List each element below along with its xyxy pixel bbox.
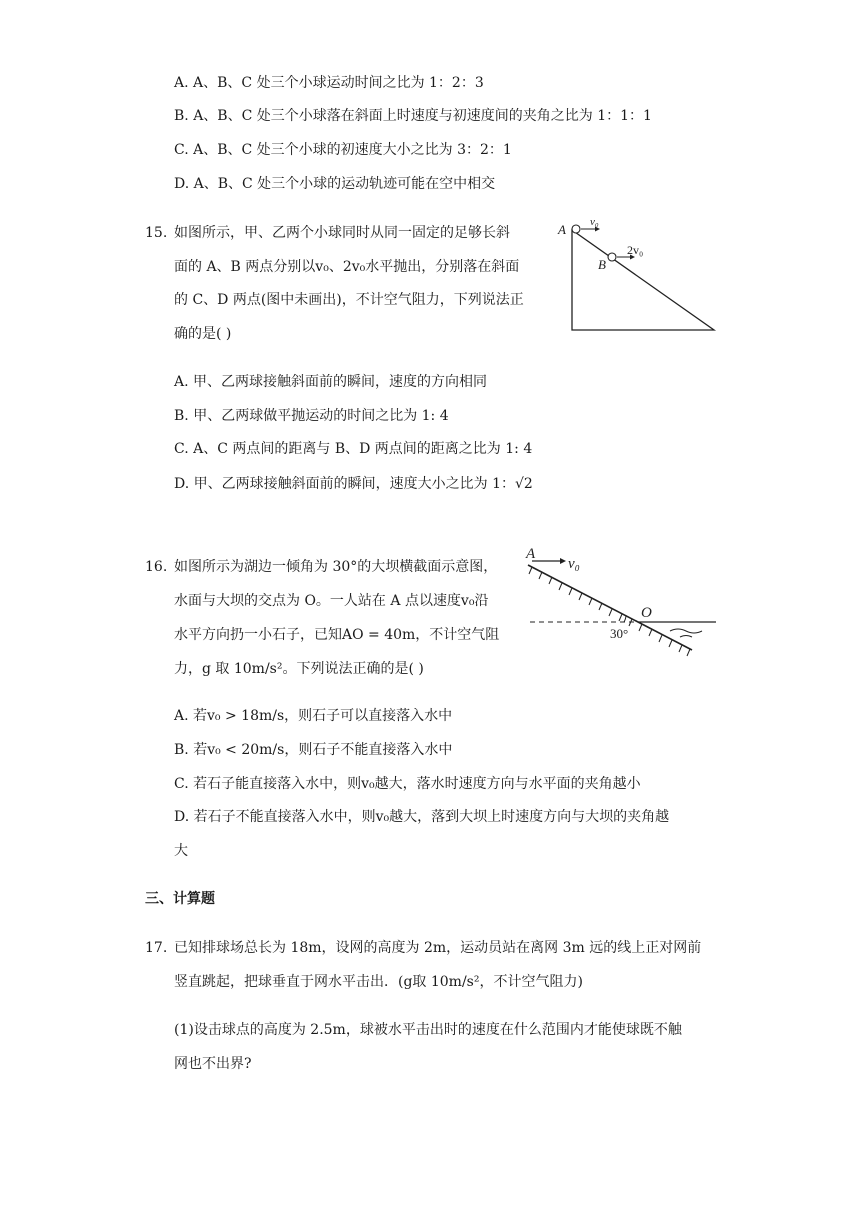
q17-stem-line-1: 已知排球场总长为 18m，设网的高度为 2m，运动员站在离网 3m 远的线上正对网前 (174, 940, 702, 956)
q15-stem-line-3: 的 C、D 两点(图中未画出)，不计空气阻力，下列说法正 (174, 292, 524, 308)
q15-stem-line-1: 如图所示，甲、乙两个小球同时从同一固定的足够长斜 (174, 225, 510, 241)
q15-label-b: B (598, 257, 606, 272)
section-title: 三、计算题 (145, 891, 215, 907)
q16-label-v0: v₀ (568, 556, 580, 572)
q16-stem-line-3: 水平方向扔一小石子，已知AO = 40m，不计空气阻 (174, 627, 500, 643)
q15-stem-line-4: 确的是( ) (174, 326, 232, 342)
q15-label-v0: v₀ (590, 216, 599, 228)
q15-option-d: D. 甲、乙两球接触斜面前的瞬间，速度大小之比为 1：√2 (174, 476, 533, 492)
q15-ball-b (608, 253, 616, 261)
q15-option-c: C. A、C 两点间的距离与 B、D 两点间的距离之比为 1: 4 (174, 441, 533, 457)
q16-option-b: B. 若v₀ < 20m/s，则石子不能直接落入水中 (174, 742, 453, 758)
q16-stem-line-2: 水面与大坝的交点为 O。一人站在 A 点以速度v₀沿 (174, 593, 489, 609)
q16-water-wave (670, 629, 702, 633)
q16-label-angle: 30° (610, 626, 629, 641)
q16-stem-line-1: 如图所示为湖边一倾角为 30°的大坝横截面示意图， (174, 559, 498, 575)
q17-stem-line-2: 竖直跳起，把球垂直于网水平击出．(g取 10m/s²，不计空气阻力) (174, 974, 583, 990)
q16-stem-line-4: 力，g 取 10m/s²。下列说法正确的是( ) (174, 661, 424, 677)
q14-option-c: C. A、B、C 处三个小球的初速度大小之比为 3：2：1 (174, 142, 512, 158)
q16-dam-hatching (529, 567, 690, 656)
q15-label-a: A (558, 222, 566, 237)
q17-number: 17. (145, 940, 168, 956)
q16-label-a: A (526, 546, 536, 562)
q17-subquestion-1-line-2: 网也不出界? (174, 1056, 252, 1072)
q16-label-o: O (641, 605, 652, 621)
q15-number: 15. (145, 225, 168, 241)
q17-subquestion-1-line-1: (1)设击球点的高度为 2.5m，球被水平击出时的速度在什么范围内才能使球既不触 (174, 1022, 682, 1038)
q16-option-d: D. 若石子不能直接落入水中，则v₀越大，落到大坝上时速度方向与大坝的夹角越 (174, 809, 670, 825)
q15-option-a: A. 甲、乙两球接触斜面前的瞬间，速度的方向相同 (174, 374, 488, 390)
q15-stem-line-2: 面的 A、B 两点分别以v₀、2v₀水平抛出，分别落在斜面 (174, 259, 520, 275)
q14-option-d: D. A、B、C 处三个小球的运动轨迹可能在空中相交 (174, 176, 496, 192)
q16-option-d-continued: 大 (174, 843, 188, 859)
q16-option-c: C. 若石子能直接落入水中，则v₀越大，落水时速度方向与水平面的夹角越小 (174, 776, 641, 792)
q14-option-b: B. A、B、C 处三个小球落在斜面上时速度与初速度间的夹角之比为 1：1：1 (174, 108, 652, 124)
q15-incline-figure (550, 212, 720, 337)
q15-label-2v0: 2v₀ (627, 243, 644, 257)
q16-option-a: A. 若v₀ > 18m/s，则石子可以直接落入水中 (174, 708, 453, 724)
q16-dam-figure (520, 540, 720, 660)
q16-number: 16. (145, 559, 168, 575)
q14-option-a: A. A、B、C 处三个小球运动时间之比为 1：2：3 (174, 75, 484, 91)
q15-option-b: B. 甲、乙两球做平抛运动的时间之比为 1: 4 (174, 408, 449, 424)
q15-ball-a (572, 225, 580, 233)
